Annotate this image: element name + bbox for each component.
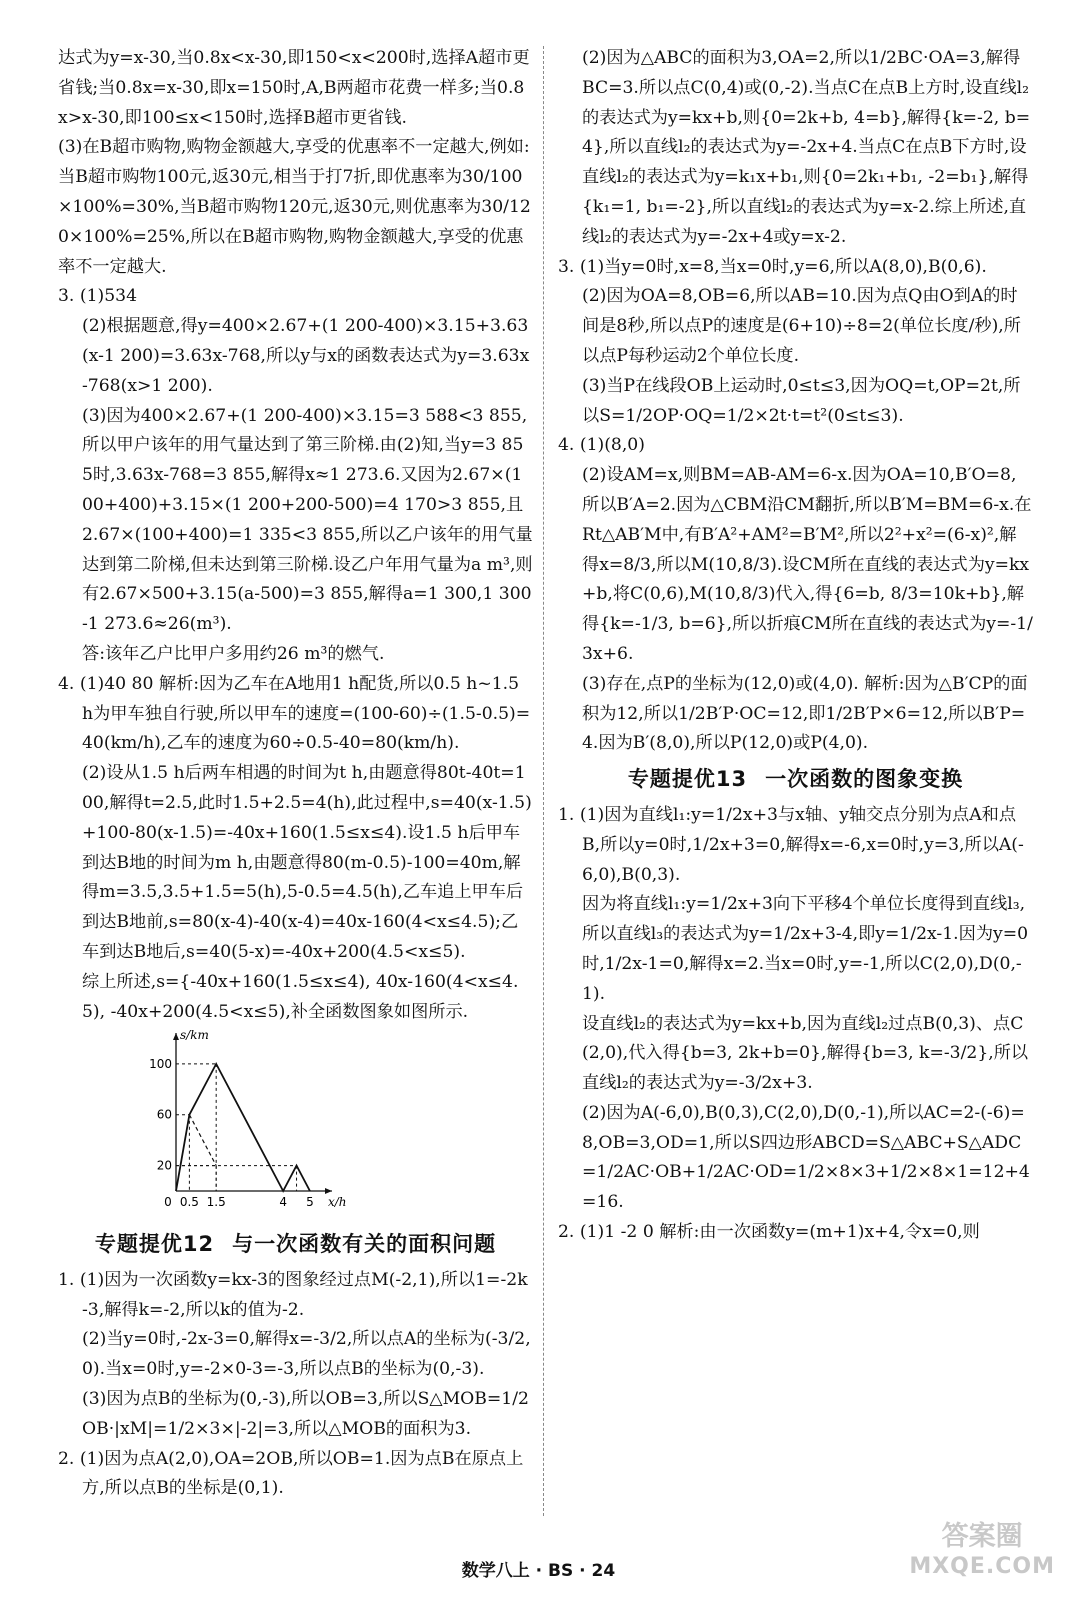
section-13-heading	[558, 765, 1033, 795]
paragraph: (3)因为点B的坐标为(0,-3),所以OB=3,所以S△MOB=1/2OB·|xM|=1/2×3×|-2|=3,所以△MOB的面积为3.	[82, 1389, 529, 1439]
question-4: 4. (1)(8,0)	[558, 435, 645, 456]
y-tick-label: 60	[156, 1108, 172, 1123]
column-divider	[543, 46, 544, 1516]
x-axis-label: x/h	[328, 1195, 347, 1210]
paragraph: (2)因为△ABC的面积为3,OA=2,所以1/2BC·OA=3,解得BC=3.所以点C(0,4)或(0,-2).当点C在点B上方时,设直线l₂的表达式为y=kx+b,则{0=2k+b, 4=b},解得{k=-2, b=4},所以直线l₂的表达式为y=-2x+4.当点C在点B下方时,设直线l₂的表达式为y=k₁x+b₁,则{0=2k₁+b₁, -2=b₁},解得{k₁=1, b₁=-2},所以直线l₂的表达式为y=x-2.综上所述,直线l₂的表达式为y=-2x+4或y=x-2.	[582, 48, 1031, 247]
question-1: 1. (1)因为直线l₁:y=1/2x+3与x轴、y轴交点分别为点A和点B,所以y=0时,1/2x+3=0,解得x=-6,x=0时,y=3,所以A(-6,0),B(0,3).	[558, 804, 1024, 885]
question-1: 1. (1)因为一次函数y=kx-3的图象经过点M(-2,1),所以1=-2k-3,解得k=-2,所以k的值为-2.	[58, 1269, 528, 1320]
x-axis-arrow	[325, 1188, 332, 1194]
question-3: 3. (1)当y=0时,x=8,当x=0时,y=6,所以A(8,0),B(0,6).	[558, 256, 987, 277]
watermark-logo	[909, 1522, 1055, 1582]
section-12-heading	[58, 1230, 533, 1260]
section-label: 专题提优12	[94, 1232, 215, 1257]
x-tick-label: 4	[279, 1195, 287, 1210]
watermark-url: MXQE.COM	[909, 1554, 1055, 1579]
question-2: 2. (1)因为点A(2,0),OA=2OB,所以OB=1.因为点B在原点上方,所以点B的坐标是(0,1).	[58, 1448, 524, 1499]
question-3-1: 3. (1)534	[58, 286, 138, 307]
x-tick-label: 0.5	[179, 1195, 199, 1210]
dashed-series-line	[189, 1115, 216, 1166]
section-title: 与一次函数有关的面积问题	[232, 1232, 497, 1257]
y-tick-label: 20	[156, 1158, 172, 1173]
watermark-text: 答案圈	[941, 1521, 1023, 1552]
paragraph: 设直线l₂的表达式为y=kx+b,因为直线l₂过点B(0,3)、点C(2,0),代入得{b=3, 2k+b=0},解得{b=3, k=-3/2},所以直线l₂的表达式为y=-3/2x+3.	[582, 1013, 1029, 1094]
question-4-1: 4. (1)40 80 解析:因为乙车在A地用1 h配货,所以0.5 h~1.5 h为甲车独自行驶,所以甲车的速度=(100-60)÷(1.5-0.5)=40(km/h),乙车的速度为60÷0.5-40=80(km/h).	[58, 673, 531, 754]
paragraph: 因为将直线l₁:y=1/2x+3向下平移4个单位长度得到直线l₃,所以直线l₃的表达式为y=1/2x+3-4,即y=1/2x-1.因为y=0时,1/2x-1=0,解得x=2.当x=0时,y=-1,所以C(2,0),D(0,-1).	[582, 894, 1029, 1004]
paragraph: (2)设AM=x,则BM=AB-AM=6-x.因为OA=10,B′O=8,所以B′A=2.因为△CBM沿CM翻折,所以B′M=BM=6-x.在Rt△AB′M中,有B′A²+AM²=B′M²,所以2²+x²=(6-x)²,解得x=8/3,所以M(10,8/3).设CM所在直线的表达式为y=kx+b,将C(0,6),M(10,8/3)代入,得{6=b, 8/3=10k+b},解得{k=-1/3, b=6},所以折痕CM所在直线的表达式为y=-1/3x+6.	[582, 465, 1033, 664]
paragraph: (3)当P在线段OB上运动时,0≤t≤3,因为OQ=t,OP=2t,所以S=1/2OP·OQ=1/2×2t·t=t²(0≤t≤3).	[582, 375, 1021, 426]
paragraph: (2)因为OA=8,OB=6,所以AB=10.因为点Q由O到A的时间是8秒,所以点P的速度是(6+10)÷8=2(单位长度/秒),所以点P每秒运动2个单位长度.	[582, 286, 1021, 366]
left-column	[58, 44, 533, 1504]
paragraph: (3)因为400×2.67+(1 200-400)×3.15=3 588<3 855,所以甲户该年的用气量达到了第三阶梯.由(2)知,当y=3 855时,3.63x-768=3 855,解得x≈1 273.6.又因为2.67×(100+400)+3.15×(1 200+200-500)=4 170>3 855,且2.67×(100+400)=1 335<3 855,所以乙户该年的用气量达到第二阶梯,但未达到第三阶梯.设乙户年用气量为a m³,则有2.67×500+3.15(a-500)=3 855,解得a=1 300,1 300-1 273.6≈26(m³).	[82, 405, 533, 635]
right-column	[558, 44, 1033, 1248]
y-tick-label: 100	[149, 1057, 172, 1072]
paragraph: (3)存在,点P的坐标为(12,0)或(4,0). 解析:因为△B′CP的面积为12,所以1/2B′P·OC=12,即1/2B′P×6=12,所以B′P=4.因为B′(8,0),所以P(12,0)或P(4,0).	[582, 673, 1028, 754]
page-footer: 数学八上 · BS · 24	[461, 1561, 616, 1581]
x-tick-label: 0	[164, 1195, 172, 1210]
x-tick-label: 1.5	[206, 1195, 226, 1210]
paragraph: 综上所述,s={-40x+160(1.5≤x≤4), 40x-160(4<x≤4.5), -40x+200(4.5<x≤5),补全函数图象如图所示.	[82, 971, 519, 1022]
section-label: 专题提优13	[627, 767, 748, 792]
question-2: 2. (1)1 -2 0 解析:由一次函数y=(m+1)x+4,令x=0,则	[558, 1222, 980, 1243]
y-axis-arrow	[173, 1033, 179, 1040]
x-tick-label: 5	[306, 1195, 314, 1210]
paragraph: (3)在B超市购物,购物金额越大,享受的优惠率不一定越大,例如:当B超市购物100元,返30元,相当于打7折,即优惠率为30/100×100%=30%,当B超市购物120元,返30元,则优惠率为30/120×100%=25%,所以在B超市购物,购物金额越大,享受的优惠率不一定越大.	[58, 137, 531, 277]
distance-time-chart	[148, 1028, 347, 1211]
paragraph: (2)设从1.5 h后两车相遇的时间为t h,由题意得80t-40t=100,解得t=2.5,此时1.5+2.5=4(h),此过程中,s=40(x-1.5)+100-80(x-1.5)=-40x+160(1.5≤x≤4).设1.5 h后甲车到达B地的时间为m h,由题意得80(m-0.5)-100=40m,解得m=3.5,3.5+1.5=5(h),5-0.5=4.5(h),乙车追上甲车后到达B地前,s=80(x-4)-40(x-4)=40x-160(4<x≤4.5);乙车到达B地后,s=40(5-x)=-40x+200(4.5<x≤5).	[82, 763, 532, 962]
paragraph: 达式为y=x-30,当0.8x<x-30,即150<x<200时,选择A超市更省钱;当0.8x=x-30,即x=150时,A,B两超市花费一样多;当0.8x>x-30,即100≤x<150时,选择B超市更省钱.	[58, 48, 530, 128]
answer-line: 答:该年乙户比甲户多用约26 m³的燃气.	[82, 643, 385, 664]
section-title: 一次函数的图象变换	[765, 767, 964, 792]
paragraph: (2)因为A(-6,0),B(0,3),C(2,0),D(0,-1),所以AC=2-(-6)=8,OB=3,OD=1,所以S四边形ABCD=S△ABC+S△ADC=1/2AC·OB+1/2AC·OD=1/2×8×3+1/2×8×1=12+4=16.	[582, 1102, 1030, 1213]
paragraph: (2)根据题意,得y=400×2.67+(1 200-400)×3.15+3.63(x-1 200)=3.63x-768,所以y与x的函数表达式为y=3.63x-768(x>1 200).	[82, 316, 530, 396]
paragraph: (2)当y=0时,-2x-3=0,解得x=-3/2,所以点A的坐标为(-3/2,0).当x=0时,y=-2×0-3=-3,所以点B的坐标为(0,-3).	[82, 1329, 531, 1380]
y-axis-label: s/km	[180, 1028, 209, 1043]
